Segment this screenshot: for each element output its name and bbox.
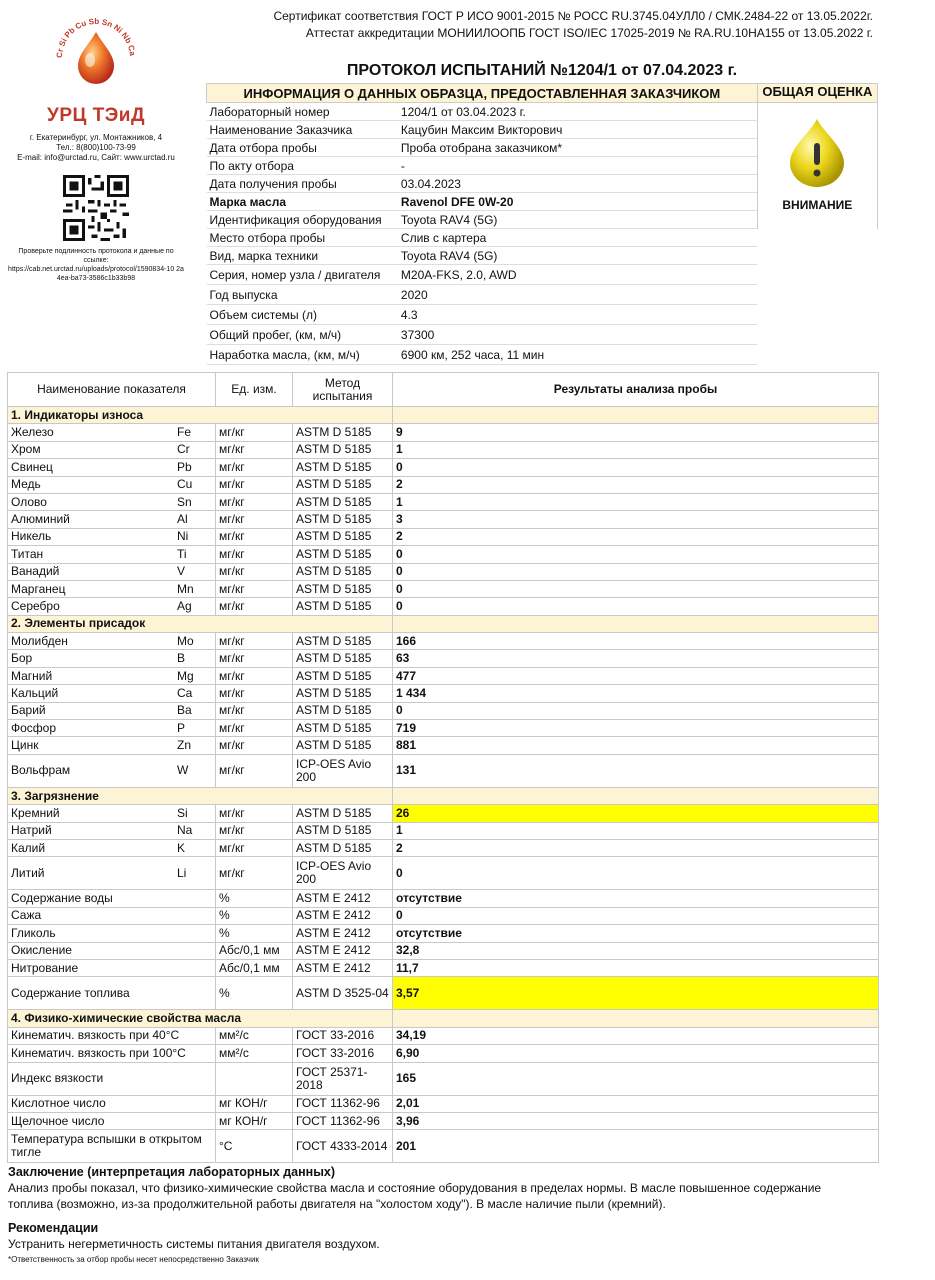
lab-logo-icon <box>48 12 144 98</box>
param-result: 32,8 <box>393 942 879 959</box>
param-unit: мг/кг <box>216 720 293 737</box>
param-unit: % <box>216 890 293 907</box>
param-name: Серебро <box>8 598 175 615</box>
footnote: *Ответственность за отбор пробы несет непосредственно Заказчик <box>8 1255 259 1264</box>
table-row <box>8 805 879 822</box>
param-method: ASTM D 5185 <box>293 633 393 650</box>
param-result: 1 <box>393 493 879 510</box>
param-result: 2 <box>393 839 879 856</box>
param-name: Никель <box>8 528 175 545</box>
conclusion-text: Анализ пробы показал, что физико-химические свойства масла и состояние оборудования в пределах нормы. В масле повышенное содержание топлива (возможно, из-за продолжительной работы двигателя на "холостом ходу"). В масле наличие пыли (кремний). <box>8 1181 822 1211</box>
param-result: 0 <box>393 907 879 924</box>
param-result: 0 <box>393 598 879 615</box>
param-unit: мм²/с <box>216 1045 293 1062</box>
param-method: ASTM D 3525-04 <box>293 977 393 1010</box>
info-label: Год выпуска <box>207 285 398 305</box>
param-method: ASTM D 5185 <box>293 839 393 856</box>
info-value: - <box>398 157 757 175</box>
lab-phone: Тел.: 8(800)100-73-99 <box>56 143 136 152</box>
info-value: 37300 <box>398 325 757 345</box>
param-method: ASTM D 5185 <box>293 546 393 563</box>
table-row <box>8 1095 879 1112</box>
param-unit: мг КОН/г <box>216 1095 293 1112</box>
lab-email: E-mail: info@urctad.ru, Сайт: www.urctad.ru <box>17 153 175 162</box>
overall-status: ВНИМАНИЕ <box>782 198 853 212</box>
param-name: Фосфор <box>8 720 175 737</box>
param-result: 131 <box>393 754 879 787</box>
info-value: M20A-FKS, 2.0, AWD <box>398 265 757 285</box>
table-row <box>8 977 879 1010</box>
param-name: Хром <box>8 441 175 458</box>
table-row <box>8 1130 879 1163</box>
param-name: Нитрование <box>8 959 216 976</box>
section-title: 4. Физико-химические свойства масла <box>8 1010 393 1027</box>
param-unit: мг/кг <box>216 839 293 856</box>
info-value: 1204/1 от 03.04.2023 г. <box>398 103 757 121</box>
info-label: Наименование Заказчика <box>207 121 398 139</box>
param-symbol: Cr <box>174 441 216 458</box>
param-symbol: W <box>174 754 216 787</box>
blank-cell <box>757 247 877 265</box>
table-row <box>8 546 879 563</box>
info-row <box>207 229 878 247</box>
param-unit: мг/кг <box>216 702 293 719</box>
param-unit: мг/кг <box>216 822 293 839</box>
param-result: 166 <box>393 633 879 650</box>
blank-cell <box>393 787 879 804</box>
param-unit: мг/кг <box>216 546 293 563</box>
col-header-method: Метод испытания <box>293 373 393 407</box>
param-result: 9 <box>393 424 879 441</box>
table-row <box>8 959 879 976</box>
param-unit: мг/кг <box>216 650 293 667</box>
param-unit: Абс/0,1 мм <box>216 959 293 976</box>
param-result: отсутствие <box>393 890 879 907</box>
param-method: ASTM D 5185 <box>293 598 393 615</box>
param-unit: % <box>216 925 293 942</box>
info-value: Кацубин Максим Викторович <box>398 121 757 139</box>
param-name: Щелочное число <box>8 1112 216 1129</box>
section-row <box>8 615 879 632</box>
info-row <box>207 325 878 345</box>
param-result: 719 <box>393 720 879 737</box>
param-unit: мм²/с <box>216 1027 293 1044</box>
param-result: 165 <box>393 1062 879 1095</box>
param-name: Окисление <box>8 942 216 959</box>
param-method: ASTM D 5185 <box>293 563 393 580</box>
param-result: 11,7 <box>393 959 879 976</box>
table-row <box>8 667 879 684</box>
info-value: Toyota RAV4 (5G) <box>398 247 757 265</box>
param-unit: Абс/0,1 мм <box>216 942 293 959</box>
param-method: ASTM D 5185 <box>293 580 393 597</box>
table-row <box>8 822 879 839</box>
param-unit: мг/кг <box>216 459 293 476</box>
param-name: Содержание воды <box>8 890 216 907</box>
param-symbol: Cu <box>174 476 216 493</box>
param-unit: мг/кг <box>216 667 293 684</box>
table-row <box>8 685 879 702</box>
table-row <box>8 942 879 959</box>
param-method: ASTM D 5185 <box>293 805 393 822</box>
table-row <box>8 1112 879 1129</box>
info-value: 6900 км, 252 часа, 11 мин <box>398 345 757 365</box>
table-row <box>8 890 879 907</box>
table-row <box>8 857 879 890</box>
param-symbol: Ti <box>174 546 216 563</box>
param-result: 3 <box>393 511 879 528</box>
qr-code-icon[interactable] <box>63 175 129 241</box>
blank-cell <box>757 229 877 247</box>
param-unit: мг/кг <box>216 580 293 597</box>
param-name: Кинематич. вязкость при 100°C <box>8 1045 216 1062</box>
param-unit: мг/кг <box>216 737 293 754</box>
param-unit: мг/кг <box>216 476 293 493</box>
param-name: Гликоль <box>8 925 216 942</box>
param-method: ASTM D 5185 <box>293 667 393 684</box>
blank-cell <box>757 305 877 325</box>
verify-url[interactable]: https://cab.net.urctad.ru/uploads/protocol/1590834-10 2a 4ea-ba73-3586c1b33b98 <box>8 266 184 282</box>
param-symbol: P <box>174 720 216 737</box>
param-result: 1 <box>393 822 879 839</box>
param-unit: мг/кг <box>216 857 293 890</box>
param-result: 0 <box>393 702 879 719</box>
lab-name: УРЦ ТЭиД <box>47 105 145 126</box>
param-method: ASTM D 5185 <box>293 822 393 839</box>
info-label: Марка масла <box>207 193 398 211</box>
info-row <box>207 103 878 121</box>
param-symbol: K <box>174 839 216 856</box>
svg-text:Cr Si Pb Cu Sb Sn Ni Nb Ca Fe: Cr Si Pb Cu Sb Sn Ni Nb Ca <box>54 16 137 59</box>
param-method: ASTM D 5185 <box>293 702 393 719</box>
param-method: ASTM E 2412 <box>293 925 393 942</box>
info-label: Наработка масла, (км, м/ч) <box>207 345 398 365</box>
param-name: Железо <box>8 424 175 441</box>
param-method: ASTM D 5185 <box>293 424 393 441</box>
param-unit: мг/кг <box>216 528 293 545</box>
param-unit: мг/кг <box>216 598 293 615</box>
overall-rating-cell <box>757 103 877 229</box>
param-method: ГОСТ 4333-2014 <box>293 1130 393 1163</box>
table-row <box>8 737 879 754</box>
param-result: 6,90 <box>393 1045 879 1062</box>
section-title: 2. Элементы присадок <box>8 615 393 632</box>
table-row <box>8 459 879 476</box>
param-result: 0 <box>393 563 879 580</box>
col-header-result: Результаты анализа пробы <box>393 373 879 407</box>
param-name: Цинк <box>8 737 175 754</box>
blank-cell <box>757 285 877 305</box>
param-result: 2 <box>393 528 879 545</box>
param-unit: °C <box>216 1130 293 1163</box>
overall-rating-header: ОБЩАЯ ОЦЕНКА <box>757 84 877 103</box>
blank-cell <box>393 615 879 632</box>
param-unit: % <box>216 907 293 924</box>
param-name: Сажа <box>8 907 216 924</box>
table-row <box>8 598 879 615</box>
param-method: ГОСТ 33-2016 <box>293 1027 393 1044</box>
param-symbol: Ca <box>174 685 216 702</box>
results-table <box>7 372 879 1163</box>
param-method: ГОСТ 11362-96 <box>293 1095 393 1112</box>
info-label: Вид, марка техники <box>207 247 398 265</box>
table-row <box>8 493 879 510</box>
section-row <box>8 1010 879 1027</box>
param-symbol: B <box>174 650 216 667</box>
info-label: Серия, номер узла / двигателя <box>207 265 398 285</box>
recommendations-title: Рекомендации <box>8 1221 99 1235</box>
param-method: ГОСТ 11362-96 <box>293 1112 393 1129</box>
param-name: Вольфрам <box>8 754 175 787</box>
info-label: Лабораторный номер <box>207 103 398 121</box>
param-method: ASTM E 2412 <box>293 942 393 959</box>
table-row <box>8 702 879 719</box>
param-unit: мг КОН/г <box>216 1112 293 1129</box>
info-row <box>207 265 878 285</box>
blank-cell <box>757 265 877 285</box>
param-unit: % <box>216 977 293 1010</box>
param-method: ГОСТ 25371-2018 <box>293 1062 393 1095</box>
param-name: Натрий <box>8 822 175 839</box>
param-method: ASTM E 2412 <box>293 959 393 976</box>
section-row <box>8 407 879 424</box>
accreditation-line: Аттестат аккредитации МОНИИЛООПБ ГОСТ ISO/IEC 17025-2019 № RA.RU.10НА155 от 13.05.2022 г. <box>305 26 873 40</box>
param-name: Кислотное число <box>8 1095 216 1112</box>
param-unit: мг/кг <box>216 441 293 458</box>
param-name: Медь <box>8 476 175 493</box>
col-header-name: Наименование показателя <box>8 373 216 407</box>
param-result: 881 <box>393 737 879 754</box>
param-unit: мг/кг <box>216 685 293 702</box>
param-method: ASTM D 5185 <box>293 511 393 528</box>
param-result: 0 <box>393 580 879 597</box>
verify-text: Проверьте подлинность протокола и данные по ссылке: <box>18 248 174 264</box>
param-symbol: Mo <box>174 633 216 650</box>
blank-cell <box>393 1010 879 1027</box>
param-method: ASTM D 5185 <box>293 685 393 702</box>
param-method: ASTM E 2412 <box>293 890 393 907</box>
param-result: 3,57 <box>393 977 879 1010</box>
param-symbol: Na <box>174 822 216 839</box>
param-symbol: Sn <box>174 493 216 510</box>
param-symbol: Mn <box>174 580 216 597</box>
param-symbol: V <box>174 563 216 580</box>
param-method: ASTM D 5185 <box>293 459 393 476</box>
table-row <box>8 633 879 650</box>
table-row <box>8 441 879 458</box>
param-name: Ванадий <box>8 563 175 580</box>
info-label: Дата отбора пробы <box>207 139 398 157</box>
info-value: Ravenol DFE 0W-20 <box>398 193 757 211</box>
param-unit: мг/кг <box>216 754 293 787</box>
param-symbol: Zn <box>174 737 216 754</box>
param-result: 2 <box>393 476 879 493</box>
param-result: 3,96 <box>393 1112 879 1129</box>
param-result: отсутствие <box>393 925 879 942</box>
table-row <box>8 528 879 545</box>
param-name: Барий <box>8 702 175 719</box>
info-label: Место отбора пробы <box>207 229 398 247</box>
info-label: По акту отбора <box>207 157 398 175</box>
param-method: ASTM D 5185 <box>293 650 393 667</box>
info-label: Дата получения пробы <box>207 175 398 193</box>
param-result: 0 <box>393 857 879 890</box>
lab-address: г. Екатеринбург, ул. Монтажников, 4 <box>29 133 163 142</box>
table-row <box>8 839 879 856</box>
table-row <box>8 754 879 787</box>
param-symbol: Ag <box>174 598 216 615</box>
info-value: Toyota RAV4 (5G) <box>398 211 757 229</box>
table-row <box>8 650 879 667</box>
table-row <box>8 925 879 942</box>
table-row <box>8 907 879 924</box>
recommendations-text: Устранить негерметичность системы питания двигателя воздухом. <box>8 1237 380 1251</box>
param-result: 0 <box>393 459 879 476</box>
table-row <box>8 580 879 597</box>
param-method: ICP-OES Avio 200 <box>293 857 393 890</box>
section-row <box>8 787 879 804</box>
param-method: ASTM E 2412 <box>293 907 393 924</box>
param-symbol: Si <box>174 805 216 822</box>
table-row <box>8 1062 879 1095</box>
table-row <box>8 1027 879 1044</box>
param-result: 477 <box>393 667 879 684</box>
info-value: Слив с картера <box>398 229 757 247</box>
info-row <box>207 247 878 265</box>
lab-logo-block <box>6 12 186 283</box>
param-symbol: Fe <box>174 424 216 441</box>
param-result: 26 <box>393 805 879 822</box>
info-value: 4.3 <box>398 305 757 325</box>
protocol-title: ПРОТОКОЛ ИСПЫТАНИЙ №1204/1 от 07.04.2023 г. <box>346 62 738 79</box>
param-symbol: Mg <box>174 667 216 684</box>
param-name: Олово <box>8 493 175 510</box>
sample-info-table <box>206 83 878 365</box>
param-name: Магний <box>8 667 175 684</box>
param-symbol: Pb <box>174 459 216 476</box>
blank-cell <box>757 325 877 345</box>
warning-drop-icon <box>782 117 852 189</box>
table-row <box>8 720 879 737</box>
param-name: Марганец <box>8 580 175 597</box>
param-unit: мг/кг <box>216 493 293 510</box>
param-method: ASTM D 5185 <box>293 737 393 754</box>
param-name: Кинематич. вязкость при 40°C <box>8 1027 216 1044</box>
param-result: 63 <box>393 650 879 667</box>
info-row <box>207 305 878 325</box>
param-name: Температура вспышки в открытом тигле <box>8 1130 216 1163</box>
param-result: 34,19 <box>393 1027 879 1044</box>
param-unit: мг/кг <box>216 424 293 441</box>
param-symbol: Al <box>174 511 216 528</box>
conclusion-block <box>8 1164 868 1268</box>
info-label: Идентификация оборудования <box>207 211 398 229</box>
certificate-line: Сертификат соответствия ГОСТ Р ИСО 9001-2015 № РОСС RU.3745.04УЛЛ0 / СМК.2484-22 от 13.05.2022г. <box>273 9 873 23</box>
param-result: 1 <box>393 441 879 458</box>
info-label: Общий пробег, (км, м/ч) <box>207 325 398 345</box>
table-row <box>8 1045 879 1062</box>
table-row <box>8 476 879 493</box>
param-method: ASTM D 5185 <box>293 528 393 545</box>
param-unit: мг/кг <box>216 633 293 650</box>
col-header-unit: Ед. изм. <box>216 373 293 407</box>
info-value: 03.04.2023 <box>398 175 757 193</box>
table-row <box>8 511 879 528</box>
param-name: Кальций <box>8 685 175 702</box>
conclusion-title: Заключение (интерпретация лабораторных данных) <box>8 1165 335 1179</box>
info-value: 2020 <box>398 285 757 305</box>
table-row <box>8 424 879 441</box>
param-name: Молибден <box>8 633 175 650</box>
param-result: 2,01 <box>393 1095 879 1112</box>
blank-cell <box>757 345 877 365</box>
param-unit: мг/кг <box>216 563 293 580</box>
param-method: ASTM D 5185 <box>293 720 393 737</box>
param-name: Кремний <box>8 805 175 822</box>
param-method: ASTM D 5185 <box>293 476 393 493</box>
param-name: Индекс вязкости <box>8 1062 216 1095</box>
param-unit: мг/кг <box>216 805 293 822</box>
info-row <box>207 285 878 305</box>
param-name: Содержание топлива <box>8 977 216 1010</box>
param-symbol: Ba <box>174 702 216 719</box>
param-method: ASTM D 5185 <box>293 441 393 458</box>
sample-info-header: ИНФОРМАЦИЯ О ДАННЫХ ОБРАЗЦА, ПРЕДОСТАВЛЕННАЯ ЗАКАЗЧИКОМ <box>207 84 758 103</box>
table-row <box>8 563 879 580</box>
param-name: Бор <box>8 650 175 667</box>
param-symbol: Ni <box>174 528 216 545</box>
section-title: 3. Загрязнение <box>8 787 393 804</box>
param-method: ICP-OES Avio 200 <box>293 754 393 787</box>
param-name: Свинец <box>8 459 175 476</box>
param-unit <box>216 1062 293 1095</box>
param-symbol: Li <box>174 857 216 890</box>
param-method: ASTM D 5185 <box>293 493 393 510</box>
param-name: Литий <box>8 857 175 890</box>
param-result: 201 <box>393 1130 879 1163</box>
section-title: 1. Индикаторы износа <box>8 407 393 424</box>
param-unit: мг/кг <box>216 511 293 528</box>
param-name: Калий <box>8 839 175 856</box>
info-row <box>207 345 878 365</box>
param-name: Алюминий <box>8 511 175 528</box>
param-method: ГОСТ 33-2016 <box>293 1045 393 1062</box>
info-label: Объем системы (л) <box>207 305 398 325</box>
blank-cell <box>393 407 879 424</box>
param-result: 1 434 <box>393 685 879 702</box>
info-value: Проба отобрана заказчиком* <box>398 139 757 157</box>
param-name: Титан <box>8 546 175 563</box>
param-result: 0 <box>393 546 879 563</box>
